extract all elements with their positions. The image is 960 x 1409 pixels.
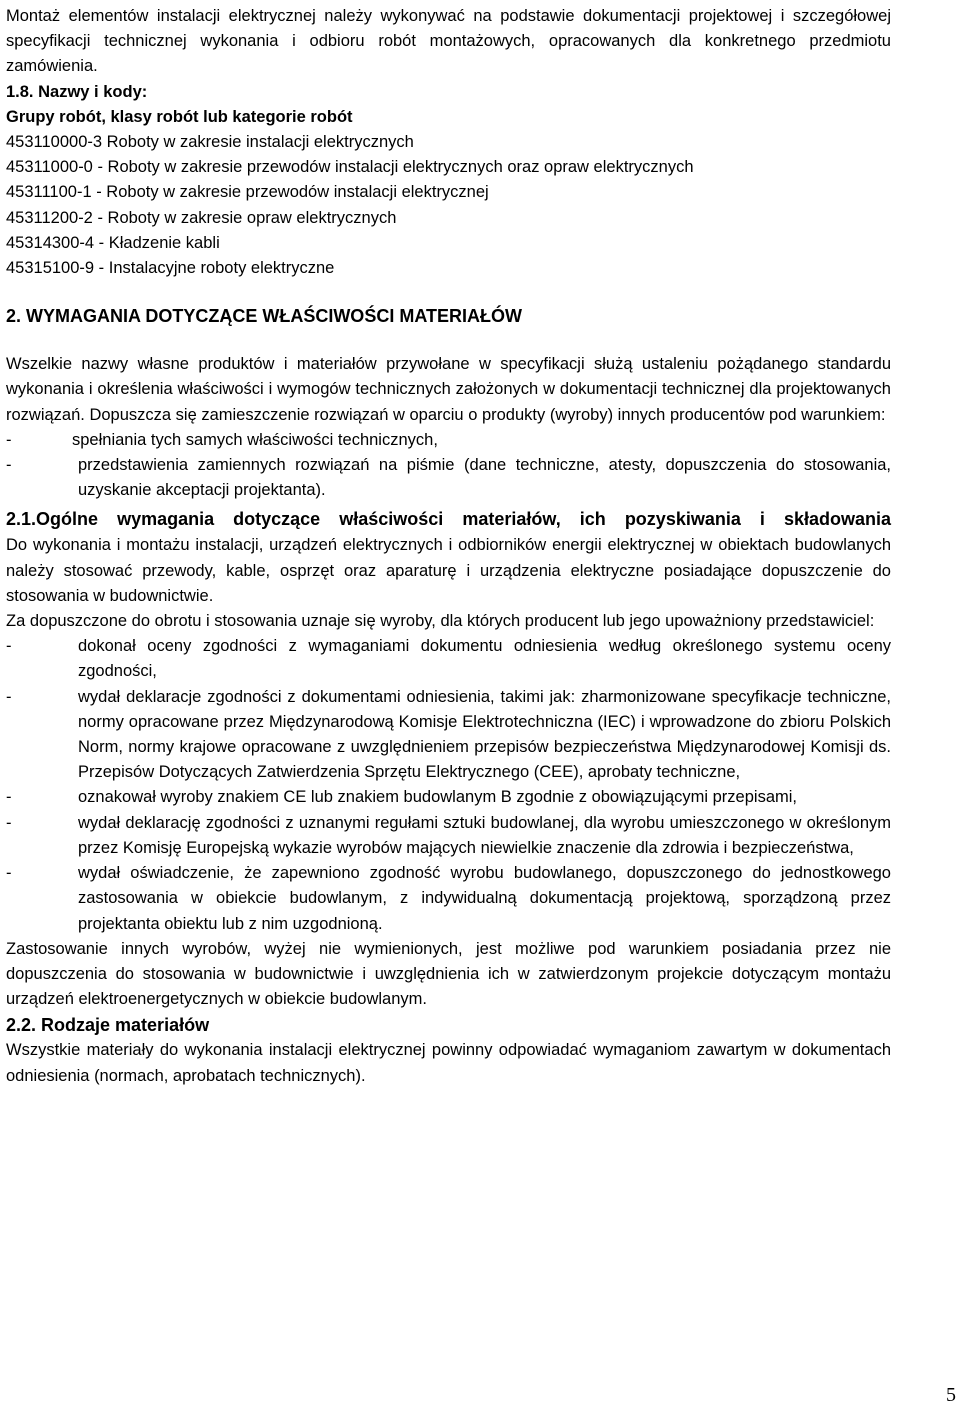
requirement-text: wydał deklarację zgodności z uznanymi regułami sztuki budowlanej, dla wyrobu umieszczonego w określonym przez Komisję Europejską wykazie wyrobów mających niewielkie znaczenie dla zdrowia i bezpieczeństwa, [78, 813, 891, 857]
intro-paragraph: Montaż elementów instalacji elektrycznej należy wykonywać na podstawie dokumentacji projektowej i szczegółowej specyfikacji technicznej wykonania i odbioru robót montażowych, opracowanych dla konkretnego przedmiotu zamówienia. [6, 7, 891, 76]
dash-marker: - [6, 430, 12, 449]
code-line: 453110000-3 Roboty w zakresie instalacji elektrycznych [6, 133, 414, 152]
codes-subtitle: Grupy robót, klasy robót lub kategorie robót [6, 107, 353, 126]
section-2-1-paragraph-3: Zastosowanie innych wyrobów, wyżej nie wymienionych, jest możliwe pod warunkiem posiadania przez nie dopuszczenia do stosowania w budownictwie i uwzględnienia ich w zatwierdzonym projekcie dotyczącym montażu urządzeń elektroenergetycznych w obiekcie budowlanym. [6, 939, 891, 1009]
requirement-text: wydał oświadczenie, że zapewniono zgodność wyrobu budowlanego, dopuszczonego do jednostkowego zastosowania w obiekcie budowlanym, z indywidualną dokumentacją projektową, sporządzoną przez projektanta obiektu lub z nim uzgodnioną. [78, 864, 891, 933]
dash-marker: - [6, 456, 12, 475]
requirement-item [6, 861, 891, 937]
code-line: 45311100-1 - Roboty w zakresie przewodów instalacji elektrycznej [6, 183, 489, 202]
section-2-2-paragraph: Wszystkie materiały do wykonania instalacji elektrycznej powinny odpowiadać wymaganiom zawartym w dokumentach odniesienia (normach, aprobatach technicznych). [6, 1041, 891, 1085]
code-line: 45311200-2 - Roboty w zakresie opraw elektrycznych [6, 208, 397, 227]
code-line: 45314300-4 - Kładzenie kabli [6, 233, 220, 252]
section-2-1-heading: 2.1.Ogólne wymagania dotyczące właściwości materiałów, ich pozyskiwania i składowania [6, 509, 891, 530]
requirement-item [6, 811, 891, 861]
section-2-heading: 2. WYMAGANIA DOTYCZĄCE WŁAŚCIWOŚCI MATERIAŁÓW [6, 306, 522, 327]
section-2-1-paragraph-2: Za dopuszczone do obrotu i stosowania uznaje się wyroby, dla których producent lub jego upoważniony przedstawiciel: [6, 612, 875, 631]
condition-text: spełniania tych samych właściwości technicznych, [72, 430, 438, 449]
code-line: 45311000-0 - Roboty w zakresie przewodów instalacji elektrycznych oraz opraw elektrycznych [6, 158, 694, 177]
dash-marker: - [6, 864, 12, 883]
dash-marker: - [6, 637, 12, 656]
requirement-item [6, 685, 891, 786]
section-number: 1.8. [6, 82, 34, 101]
requirement-text: wydał deklaracje zgodności z dokumentami odniesienia, takimi jak: zharmonizowane specyfikacje techniczne, normy opracowane przez Międzynarodową Komisje Elektrotechniczna (IEC) i wprowadzone do zbioru Polskich Norm, normy krajowe opracowane z uwzględnieniem przepisów bezpieczeństwa Międzynarodowej Komisji ds. Przepisów Dotyczących Zatwierdzenia Sprzętu Elektrycznego (CEE), aprobaty techniczne, [78, 687, 891, 782]
condition-text: przedstawienia zamiennych rozwiązań na piśmie (dane techniczne, atesty, dopuszczenia do stosowania, uzyskanie akceptacji projektanta). [78, 456, 891, 500]
requirement-text: dokonał oceny zgodności z wymaganiami dokumentu odniesienia według określonego systemu oceny zgodności, [78, 637, 891, 681]
page-number: 5 [946, 1384, 956, 1406]
section-title: Nazwy i kody: [38, 82, 148, 101]
dash-marker: - [6, 813, 12, 832]
dash-marker: - [6, 687, 12, 706]
section-2-1-paragraph-1: Do wykonania i montażu instalacji, urządzeń elektrycznych i odbiorników energii elektrycznej w obiektach budowlanych należy stosować przewody, kable, osprzęt oraz aparaturę i urządzenia elektryczne posiadające dopuszczenie do stosowania w budownictwie. [6, 536, 891, 605]
requirement-text: oznakował wyroby znakiem CE lub znakiem budowlanym B zgodnie z obowiązującymi przepisami, [78, 788, 797, 807]
condition-item [6, 453, 891, 503]
section-2-2-heading: 2.2. Rodzaje materiałów [6, 1015, 210, 1036]
requirement-item [6, 785, 891, 810]
section-2-paragraph: Wszelkie nazwy własne produktów i materiałów przywołane w specyfikacji służą ustaleniu pożądanego standardu wykonania i określenia właściwości i wymogów technicznych założonych w dokumentacji technicznej dla projektowanych rozwiązań. Dopuszcza się zamieszczenie rozwiązań w oparciu o produkty (wyroby) innych producentów pod warunkiem: [6, 355, 891, 424]
dash-marker: - [6, 788, 12, 807]
section-1-8-title [6, 80, 891, 105]
document-page [6, 4, 891, 1089]
condition-item [6, 428, 891, 453]
code-line: 45315100-9 - Instalacyjne roboty elektryczne [6, 259, 335, 278]
codes-list [6, 130, 891, 281]
requirement-item [6, 634, 891, 684]
